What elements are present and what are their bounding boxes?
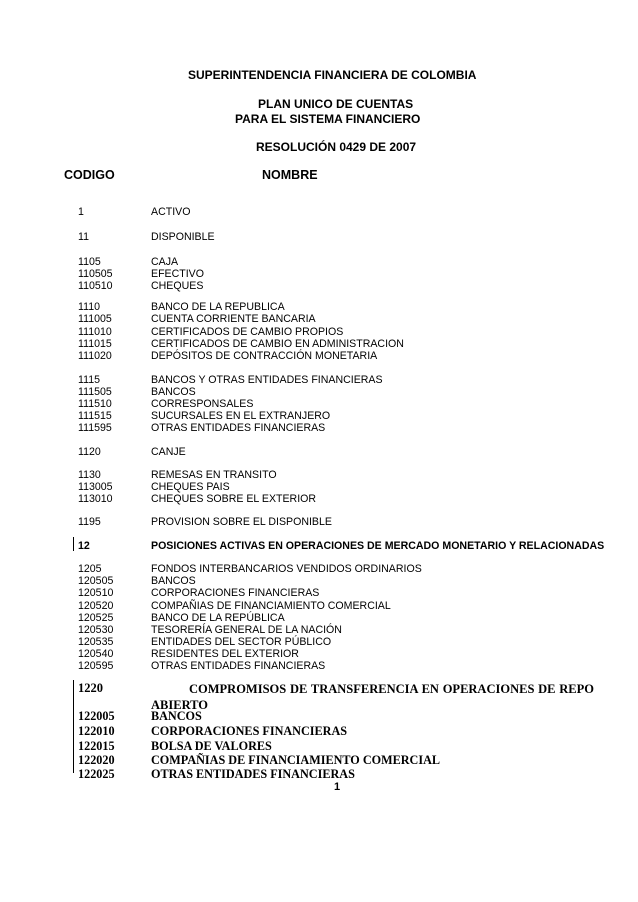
account-code: 12 (78, 540, 90, 552)
revision-bar (73, 537, 74, 551)
account-code: 110505 (78, 268, 113, 280)
account-name: RESIDENTES DEL EXTERIOR (151, 648, 299, 660)
account-code: 122010 (78, 724, 115, 738)
account-code: 1110 (78, 301, 100, 313)
account-name: OTRAS ENTIDADES FINANCIERAS (151, 767, 355, 781)
account-code: 120505 (78, 575, 114, 587)
account-code: 111005 (78, 313, 112, 325)
account-name: CORPORACIONES FINANCIERAS (151, 587, 320, 599)
account-name: REMESAS EN TRANSITO (151, 469, 277, 481)
account-code: 120510 (78, 587, 114, 599)
account-name: COMPAÑIAS DE FINANCIAMIENTO COMERCIAL (151, 753, 441, 767)
account-name: ENTIDADES DEL SECTOR PÚBLICO (151, 636, 332, 648)
account-code: 120595 (78, 660, 114, 672)
account-name: BANCOS (151, 709, 202, 723)
account-code: 1120 (78, 446, 101, 458)
account-code: 122020 (78, 753, 115, 767)
account-code: 11 (78, 231, 89, 243)
account-code: 120520 (78, 600, 114, 612)
account-name: CHEQUES SOBRE EL EXTERIOR (151, 493, 317, 505)
account-name: CHEQUES (151, 280, 204, 292)
account-name: CORRESPONSALES (151, 398, 254, 410)
account-name: BANCO DE LA REPÚBLICA (151, 612, 285, 624)
account-code: 1130 (78, 469, 101, 481)
account-code: 1115 (78, 374, 100, 386)
account-name: BANCOS (151, 386, 196, 398)
account-name: PROVISION SOBRE EL DISPONIBLE (151, 516, 332, 528)
account-name: TESORERÍA GENERAL DE LA NACIÓN (151, 624, 342, 636)
account-name: CERTIFICADOS DE CAMBIO PROPIOS (151, 326, 344, 338)
account-name: CUENTA CORRIENTE BANCARIA (151, 313, 316, 325)
account-name: BANCO DE LA REPUBLICA (151, 301, 285, 313)
account-name: DISPONIBLE (151, 231, 215, 243)
account-code: 110510 (78, 280, 113, 292)
account-name: POSICIONES ACTIVAS EN OPERACIONES DE MERCADO MONETARIO Y RELACIONADAS (151, 540, 605, 552)
account-code: 111510 (78, 398, 112, 410)
account-name: CORPORACIONES FINANCIERAS (151, 724, 348, 738)
account-code: 122015 (78, 739, 115, 753)
account-name: CHEQUES PAIS (151, 481, 230, 493)
account-name: BANCOS (151, 575, 196, 587)
account-name: CAJA (151, 256, 179, 268)
account-code: 111020 (78, 350, 112, 362)
account-name: BOLSA DE VALORES (151, 739, 272, 753)
account-name: CANJE (151, 446, 186, 458)
account-code: 122005 (78, 709, 115, 723)
account-code: 111515 (78, 410, 112, 422)
account-code: 120540 (78, 648, 114, 660)
account-name: OTRAS ENTIDADES FINANCIERAS (151, 422, 326, 434)
account-name: ACTIVO (151, 206, 191, 218)
page-number: 1 (334, 781, 341, 793)
account-code: 120525 (78, 612, 114, 624)
account-name: COMPAÑIAS DE FINANCIAMIENTO COMERCIAL (151, 600, 391, 612)
column-header-name: NOMBRE (262, 168, 318, 182)
document-header-system: PARA EL SISTEMA FINANCIERO (235, 112, 421, 126)
account-code: 120535 (78, 636, 114, 648)
account-code: 111505 (78, 386, 112, 398)
account-name: FONDOS INTERBANCARIOS VENDIDOS ORDINARIOS (151, 563, 422, 575)
account-name: CERTIFICADOS DE CAMBIO EN ADMINISTRACION (151, 338, 404, 350)
account-name: BANCOS Y OTRAS ENTIDADES FINANCIERAS (151, 374, 383, 386)
account-code: 113010 (78, 493, 113, 505)
account-code: 1195 (78, 516, 101, 528)
account-code: 1220 (78, 681, 103, 695)
account-code: 120530 (78, 624, 114, 636)
account-name: EFECTIVO (151, 268, 204, 280)
account-code: 111010 (78, 326, 112, 338)
column-header-code: CODIGO (64, 168, 115, 182)
account-name: OTRAS ENTIDADES FINANCIERAS (151, 660, 326, 672)
account-code: 1205 (78, 563, 102, 575)
revision-bar (73, 680, 74, 773)
account-name: SUCURSALES EN EL EXTRANJERO (151, 410, 331, 422)
document-header-plan: PLAN UNICO DE CUENTAS (258, 97, 414, 111)
document-header-institution: SUPERINTENDENCIA FINANCIERA DE COLOMBIA (188, 68, 477, 82)
account-code: 113005 (78, 481, 113, 493)
account-code: 122025 (78, 767, 115, 781)
account-code: 1 (78, 206, 84, 218)
account-name: COMPROMISOS DE TRANSFERENCIA EN OPERACIONES DE REPO ABIERTO (151, 682, 594, 712)
account-code: 111595 (78, 422, 112, 434)
account-code: 1105 (78, 256, 101, 268)
document-header-resolution: RESOLUCIÓN 0429 DE 2007 (256, 140, 417, 154)
account-code: 111015 (78, 338, 112, 350)
account-name: DEPÓSITOS DE CONTRACCIÓN MONETARIA (151, 350, 378, 362)
